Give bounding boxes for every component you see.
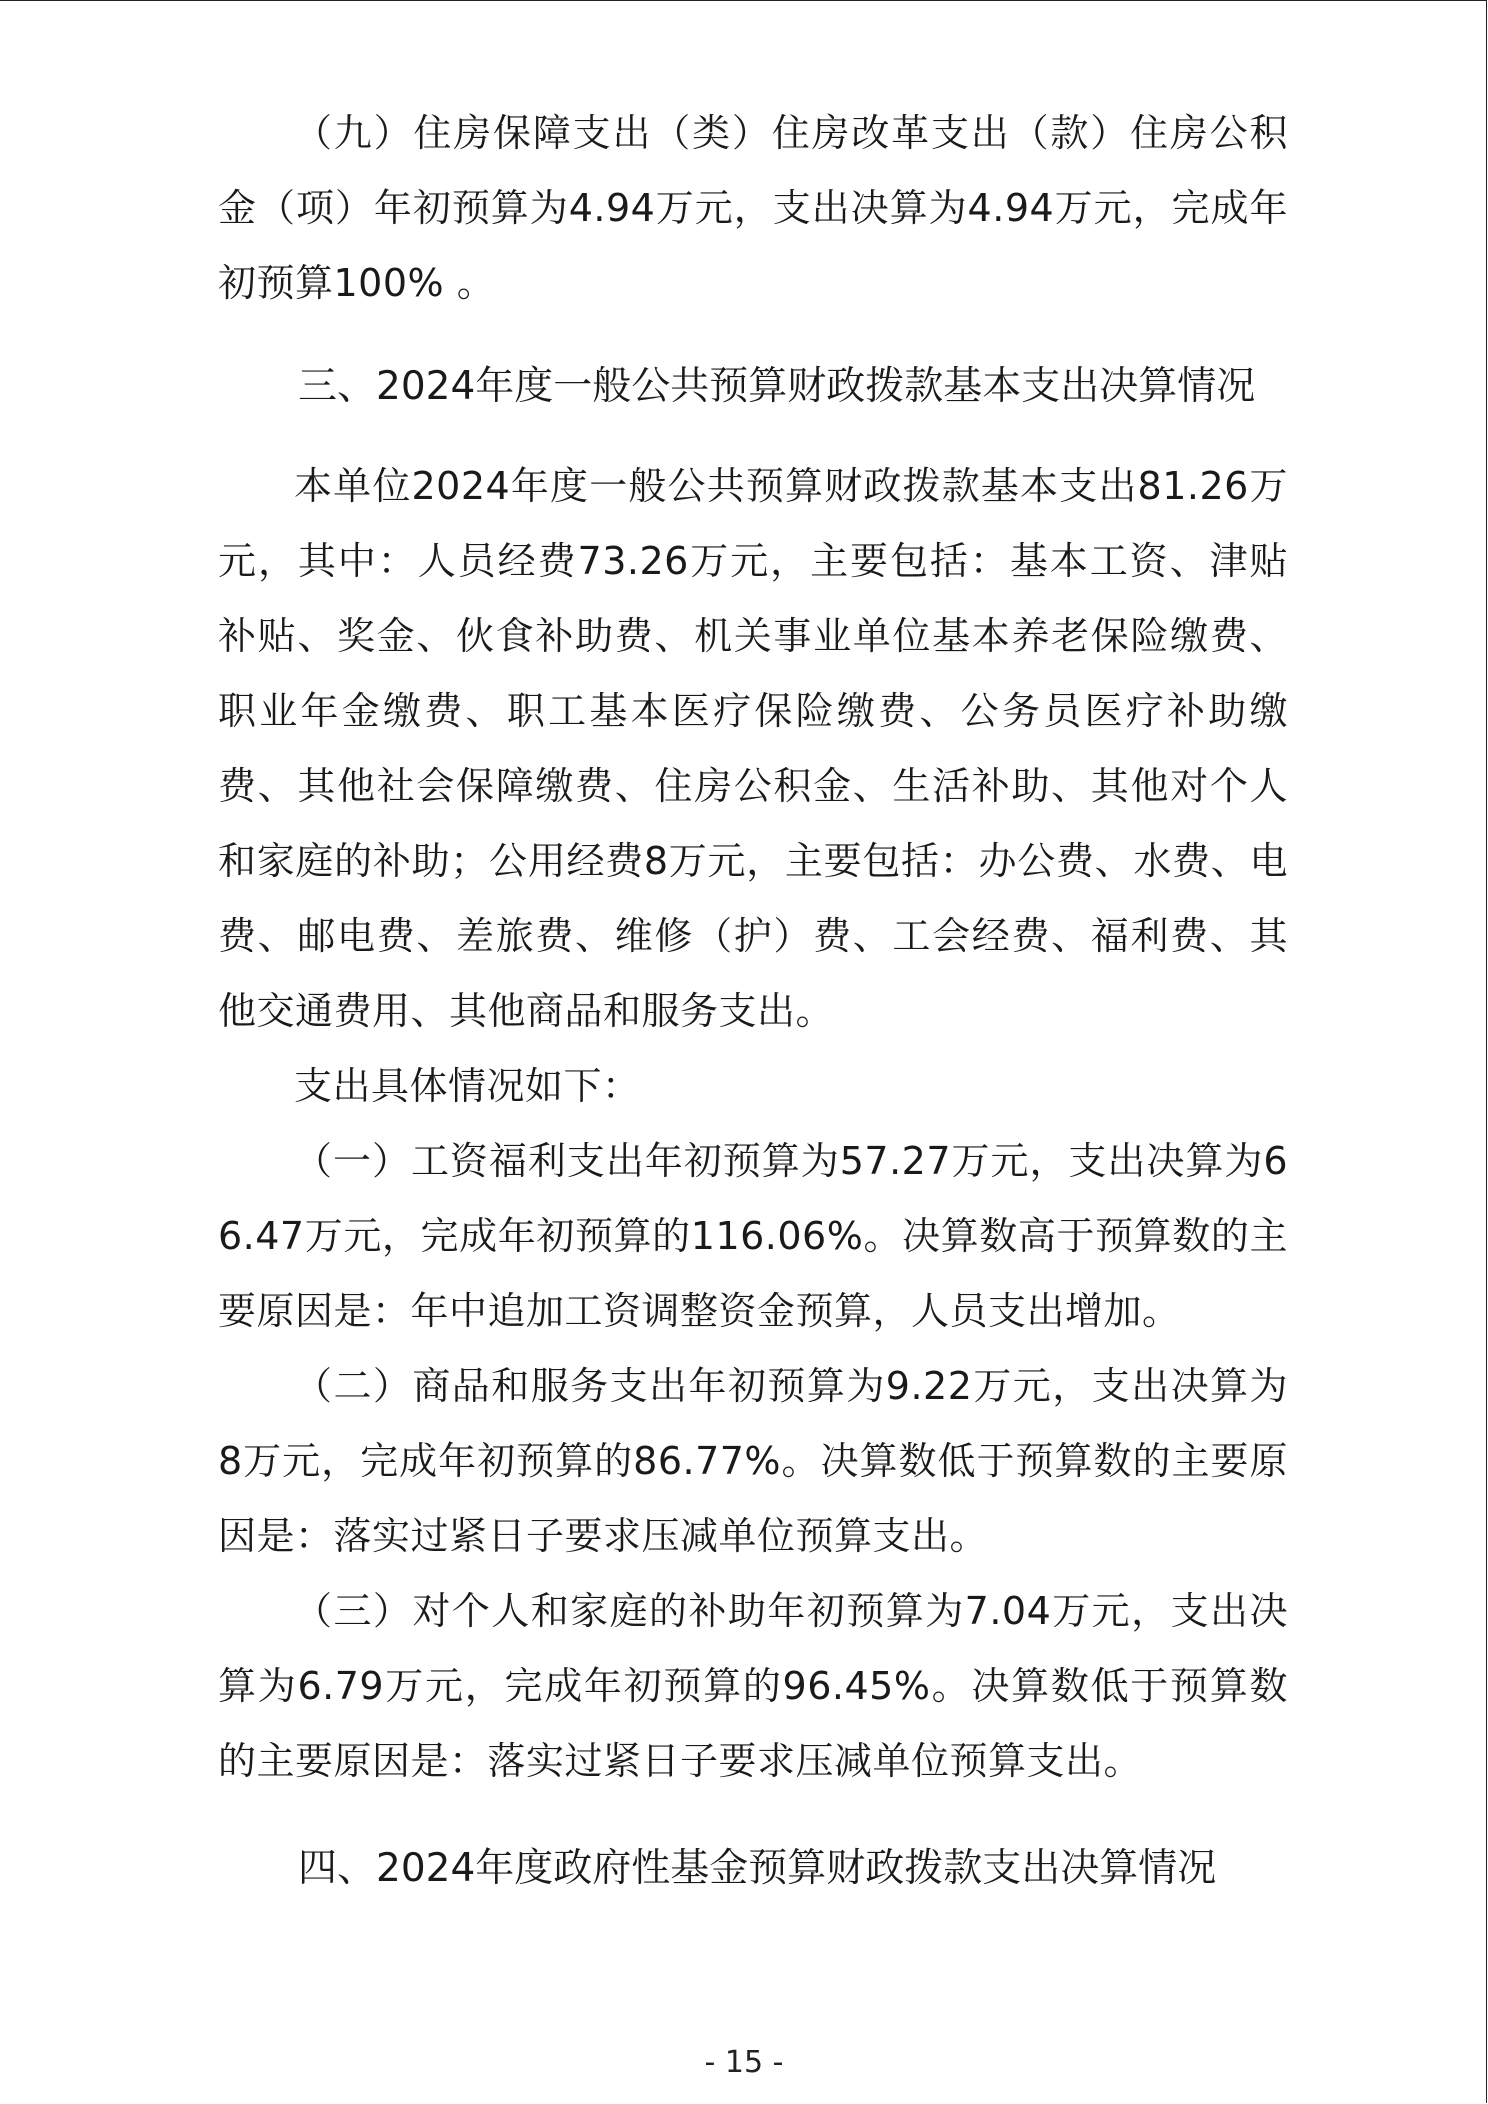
paragraph-basic-expenditure: 本单位2024年度一般公共预算财政拨款基本支出81.26万元，其中：人员经费73.26万元，主要包括：基本工资、津贴补贴、奖金、伙食补助费、机关事业单位基本养老保险缴费、职业年金缴费、职工基本医疗保险缴费、公务员医疗补助缴费、其他社会保障缴费、住房公积金、生活补助、其他对个人和家庭的补助；公用经费8万元，主要包括：办公费、水费、电费、邮电费、差旅费、维修（护）费、工会经费、福利费、其他交通费用、其他商品和服务支出。 bbox=[218, 464, 1288, 1033]
paragraph-detail-subsidies: （三）对个人和家庭的补助年初预算为7.04万元，支出决算为6.79万元，完成年初预算的96.45%。决算数低于预算数的主要原因是：落实过紧日子要求压减单位预算支出。 bbox=[218, 1589, 1288, 1783]
section-heading-government-fund: 四、2024年度政府性基金预算财政拨款支出决算情况 bbox=[298, 1846, 1217, 1891]
paragraph-housing-fund: （九）住房保障支出（类）住房改革支出（款）住房公积金（项）年初预算为4.94万元，支出决算为4.94万元，完成年初预算100% 。 bbox=[218, 111, 1288, 305]
section-heading-basic-expenditure: 三、2024年度一般公共预算财政拨款基本支出决算情况 bbox=[298, 364, 1256, 409]
paragraph-detail-goods-services: （二）商品和服务支出年初预算为9.22万元，支出决算为8万元，完成年初预算的86.77%。决算数低于预算数的主要原因是：落实过紧日子要求压减单位预算支出。 bbox=[218, 1364, 1288, 1558]
page-number: - 15 - bbox=[704, 2045, 784, 2080]
paragraph-detail-intro: 支出具体情况如下： bbox=[294, 1064, 641, 1108]
document-body bbox=[218, 96, 1288, 1906]
paragraph-detail-wages: （一）工资福利支出年初预算为57.27万元，支出决算为66.47万元，完成年初预算的116.06%。决算数高于预算数的主要原因是：年中追加工资调整资金预算，人员支出增加。 bbox=[218, 1139, 1288, 1333]
